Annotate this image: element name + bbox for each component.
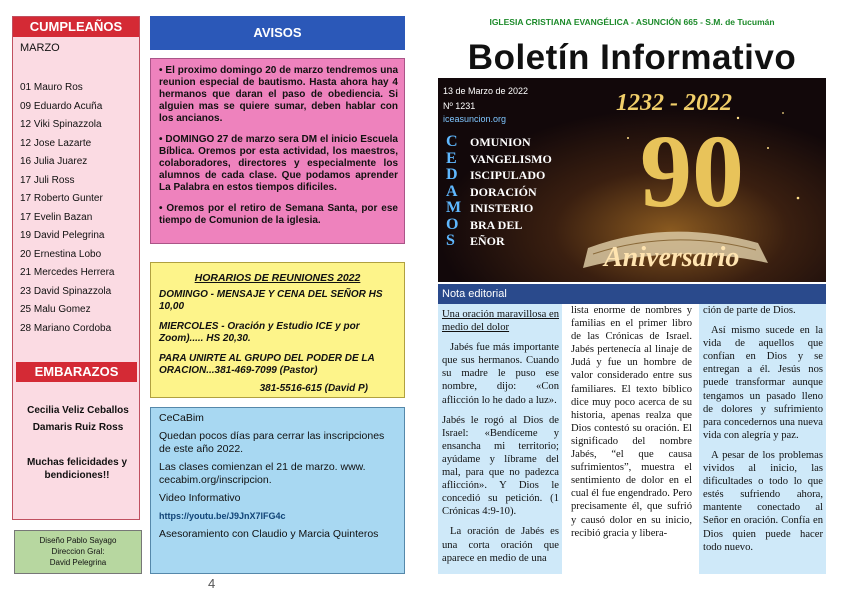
website[interactable]: iceasuncion.org [443,114,507,124]
acrostic-row: E VANGELISMO [446,149,552,167]
list-item: 12 Viki Spinazzola [20,119,102,130]
schedule-line: 381-5516-615 (David P) [259,383,368,394]
notice-item: • Oremos por el retiro de Semana Santa, por ese tiempo de Comunion de la iglesia. [159,203,398,226]
list-item: 16 Julia Juarez [20,156,88,167]
credits-line: Diseño Pablo Sayago [39,536,117,545]
birthday-list [20,79,114,338]
editorial-paragraph: Jabés fue más importante que sus hermanos. Cuando su madre le puso ese nombre, dijo: «Con aflicción lo he dado a luz». [442,342,559,406]
editorial-subtitle: Una oración maravillosa en medio del dolor [442,309,559,334]
schedule-line: PARA UNIRTE AL GRUPO DEL PODER DE LA ORACION...381-469-7099 (Pastor) [159,353,375,376]
editorial-column-2 [568,304,695,574]
list-item: 21 Mercedes Herrera [20,267,115,278]
anniversary-banner [438,78,826,282]
video-label: Video Informativo [159,492,241,504]
acrostic-row: D ISCIPULADO [446,166,546,183]
acrostic-row: C OMUNION [446,133,531,150]
anniversary-label: Aniversario [604,242,740,273]
page-title: Boletín Informativo [467,38,797,77]
editorial-paragraph: ción de parte de Dios. [703,305,796,316]
list-item: 09 Eduardo Acuña [20,100,103,112]
cecabim-advice: Asesoramiento con Claudio y Marcia Quinteros [159,528,379,540]
notice-item: • El proximo domingo 20 de marzo tendremos una reunion especial de bautismo. Hasta ahora hay 4 hermanos que daran el paso de obediencia. Si alguien mas se quiere sumar, deben hablar con los ancianos. [159,65,398,124]
anniversary-number: 90 [640,114,744,229]
editorial-heading: Nota editorial [438,284,826,304]
acrostic [446,134,552,250]
pregnancies-names [18,402,138,436]
list-item: 12 Jose Lazarte [20,137,92,149]
list-item: 25 Malu Gomez [20,304,91,315]
schedule-line: MIERCOLES - Oración y Estudio ICE y por Zoom)..... HS 20,30. [159,321,360,344]
editorial-column-1 [438,304,562,574]
editorial-paragraph: lista enorme de nombres y familias en el primer libro de las Crónicas de Israel. Jabés pertenecía al linaje de Judá y fue un hombre de valor considerado entre sus familiares. El texto bíblico dice muy poco acerca de su historia, apenas realza que Dios contestó su oración. El significado del nombre Jabés, “el que causa sufrimientos”, muestra el sentimiento de dolor en el cual él fue engendrado. Pero precisamente él, que sufrió y causó dolor en su inicio, recibió gracia y libera- [571,305,692,539]
birthdays-heading: CUMPLEAÑOS [13,17,139,37]
credits-line: David Pelegrina [49,558,107,567]
notices-heading: AVISOS [150,16,405,50]
notices-box [150,58,405,244]
pregnancies-message: Muchas felicidades y bendiciones!! [26,457,128,481]
birthdays-panel [12,16,140,520]
schedule-box [150,262,405,398]
list-item: 20 Ernestina Lobo [20,248,102,260]
list-item: 23 David Spinazzola [20,285,112,297]
issue-number: Nº 1231 [443,101,476,111]
acrostic-row: O BRA DEL [446,215,523,233]
schedule-heading: HORARIOS DE REUNIONES 2022 [194,272,361,284]
list-item: 01 Mauro Ros [20,82,83,93]
notice-item: • DOMINGO 27 de marzo sera DM el inicio Escuela Bíblica. Oremos por esta actividad, los maestros, colaboradores, directores y especialmente los alumnos de cada clase. Que podamos aprender La Palabra en estos tiempos dificiles. [159,134,398,193]
acrostic-row: A DORACIÓN [446,182,537,200]
pregnancy-name: Damaris Ruiz Ross [32,422,124,433]
list-item: 17 Juli Ross [20,174,75,186]
list-item: 17 Roberto Gunter [20,193,103,204]
list-item: 19 David Pelegrina [20,230,105,241]
pregnancy-name: Cecilia Veliz Ceballos [27,405,129,416]
editorial-paragraph: Jabés le rogó al Dios de Israel: «Bendíceme y ensancha mi territorio; ayúdame y líbrame del mal, para que no padezca aflicción». Y Dios le concedió su petición. (1 Crónicas 4:9-10). [442,414,559,518]
list-item: 17 Evelin Bazan [20,211,93,223]
acrostic-row: M INISTERIO [446,199,534,216]
years-range: 1232 - 2022 [616,90,732,116]
video-link[interactable]: https://youtu.be/J9JnX7lFG4c [159,511,286,521]
editorial-paragraph: A pesar de los problemas vividos al inicio, las dificultades o todo lo que estés sufriendo ahora, mantente conectado al Señor en oración. Confía en Dios quien puede hacer todo nuevo. [703,449,823,553]
schedule-line: DOMINGO - MENSAJE Y CENA DEL SEÑOR HS 10,00 [159,289,383,312]
editorial-column-3 [699,304,826,574]
editorial-paragraph: La oración de Jabés es una corta oración que aparece en medio de una [442,526,559,564]
issue-date: 13 de Marzo de 2022 [443,86,529,96]
acrostic-row: S EÑOR [446,232,505,249]
list-item: 28 Mariano Cordoba [20,322,112,334]
pregnancies-heading: EMBARAZOS [16,362,137,382]
cecabim-box [150,407,405,574]
church-name: IGLESIA CRISTIANA EVANGÉLICA - ASUNCIÓN 665 - S.M. de Tucumán [489,17,775,27]
page-number: 4 [208,576,216,591]
cecabim-text: Quedan pocos días para cerrar las inscripciones de este año 2022. [159,430,385,455]
cecabim-heading: CeCaBim [159,412,204,424]
birthdays-month: MARZO [20,42,60,54]
editorial-paragraph: Así mismo sucede en la vida de aquellos que confían en Dios y se entregan a él. Jesús nos puede transformar aunque tengamos un pasado lleno de dolores y sufrimiento para concedernos una nueva vida con alegría y paz. [703,325,823,441]
cecabim-text: Las clases comienzan el 21 de marzo. www. cecabim.org/inscripcion. [159,461,366,486]
credits-line: Direccion Gral: [51,547,105,556]
credits-box [14,530,142,574]
